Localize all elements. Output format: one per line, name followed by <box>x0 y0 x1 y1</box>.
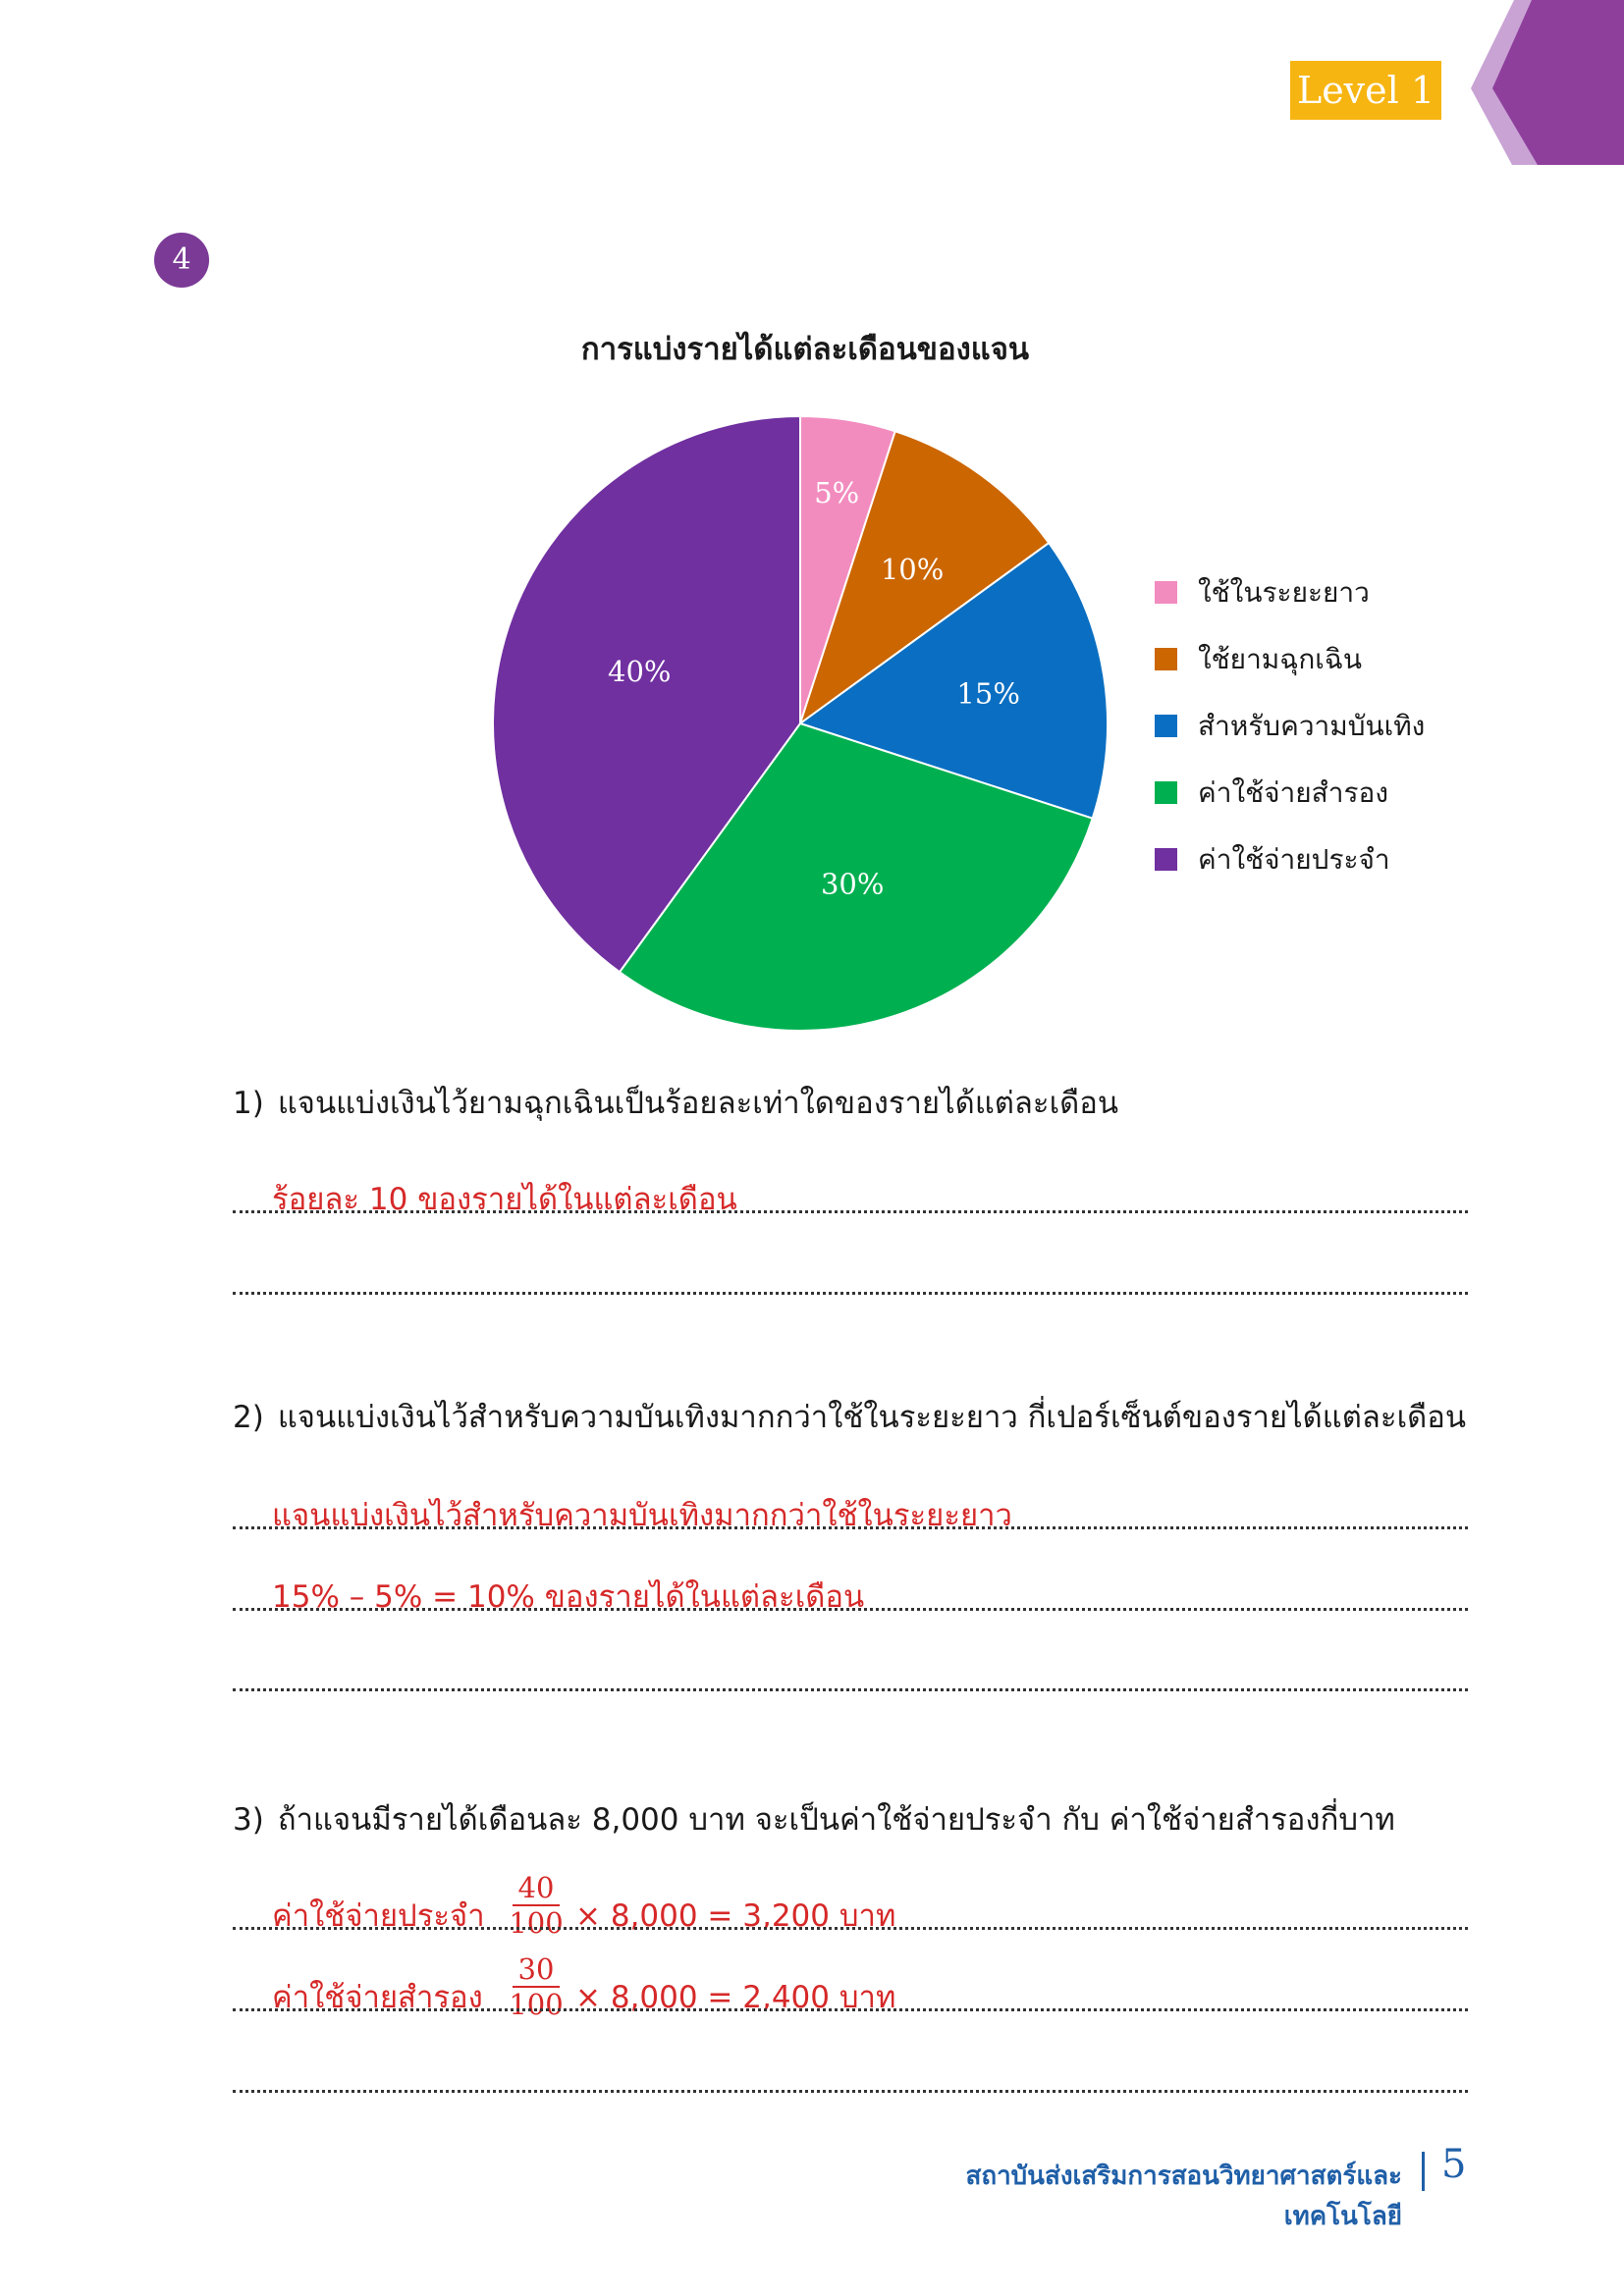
question-2-number: 2) <box>233 1400 264 1435</box>
answer-line <box>233 1210 1468 1213</box>
fraction-numerator: 30 <box>517 1952 555 1986</box>
pie-slice-label-2: 10% <box>880 553 945 587</box>
answer-line <box>233 1927 1468 1930</box>
answer-line <box>233 2090 1468 2093</box>
answer-line <box>233 1608 1468 1611</box>
legend-swatch-1 <box>1155 581 1177 604</box>
fraction-numerator: 40 <box>517 1871 555 1904</box>
pie-slice-label-1: 5% <box>814 476 860 510</box>
question-1-text: แจนแบ่งเงินไว้ยามฉุกเฉินเป็นร้อยละเท่าใดของรายได้แต่ละเดือน <box>277 1086 1119 1121</box>
answer-1: ร้อยละ 10 ของรายได้ในแต่ละเดือน <box>272 1182 737 1217</box>
level-badge: Level 1 <box>1290 61 1441 120</box>
answer-line <box>233 2008 1468 2011</box>
pie-slice-label-5: 40% <box>608 654 672 688</box>
answer-3-calc-2: × 8,000 = 2,400 บาท <box>575 1980 896 2015</box>
question-2-text: แจนแบ่งเงินไว้สำหรับความบันเทิงมากกว่าใช้ในระยะยาว กี่เปอร์เซ็นต์ของรายได้แต่ละเดือน <box>277 1400 1467 1435</box>
legend-label-4: ค่าใช้จ่ายสำรอง <box>1198 776 1389 809</box>
question-3 <box>233 1794 1395 1843</box>
answer-3-calc-1: × 8,000 = 3,200 บาท <box>575 1898 896 1934</box>
question-2 <box>233 1392 1466 1441</box>
legend-label-2: ใช้ยามฉุกเฉิน <box>1198 643 1363 675</box>
legend-swatch-2 <box>1155 648 1177 670</box>
legend-swatch-5 <box>1155 848 1177 871</box>
pie-chart <box>0 0 1624 1041</box>
answer-2-line-2: 15% – 5% = 10% ของรายได้ในแต่ละเดือน <box>272 1579 865 1615</box>
answer-2-line-1: แจนแบ่งเงินไว้สำหรับความบันเทิงมากกว่าใช้ในระยะยาว <box>272 1498 1012 1533</box>
fraction-denominator: 100 <box>509 1988 564 2021</box>
footer-separator <box>1422 2152 1425 2191</box>
legend-label-3: สำหรับความบันเทิง <box>1198 710 1426 742</box>
question-1-number: 1) <box>233 1086 264 1121</box>
page-number: 5 <box>1441 2142 1467 2187</box>
question-number-badge: 4 <box>154 233 209 288</box>
legend-label-5: ค่าใช้จ่ายประจำ <box>1198 843 1390 876</box>
answer-line <box>233 1526 1468 1529</box>
legend-label-1: ใช้ในระยะยาว <box>1198 576 1370 609</box>
question-3-number: 3) <box>233 1802 264 1838</box>
answer-3-label-1: ค่าใช้จ่ายประจำ <box>272 1898 485 1934</box>
question-1 <box>233 1078 1118 1127</box>
pie-slice-label-4: 30% <box>820 867 885 901</box>
chart-title: การแบ่งรายได้แต่ละเดือนของแจน <box>580 332 1030 367</box>
answer-line <box>233 1292 1468 1295</box>
pie-slice-label-3: 15% <box>956 676 1020 711</box>
legend-swatch-3 <box>1155 715 1177 737</box>
legend-swatch-4 <box>1155 781 1177 804</box>
footer-institute: สถาบันส่งเสริมการสอนวิทยาศาสตร์และเทคโนโลยี <box>965 2162 1402 2231</box>
fraction-denominator: 100 <box>509 1906 564 1940</box>
answer-3-label-2: ค่าใช้จ่ายสำรอง <box>272 1980 483 2015</box>
question-3-text: ถ้าแจนมีรายได้เดือนละ 8,000 บาท จะเป็นค่าใช้จ่ายประจำ กับ ค่าใช้จ่ายสำรองกี่บาท <box>277 1802 1395 1838</box>
answer-line <box>233 1688 1468 1691</box>
